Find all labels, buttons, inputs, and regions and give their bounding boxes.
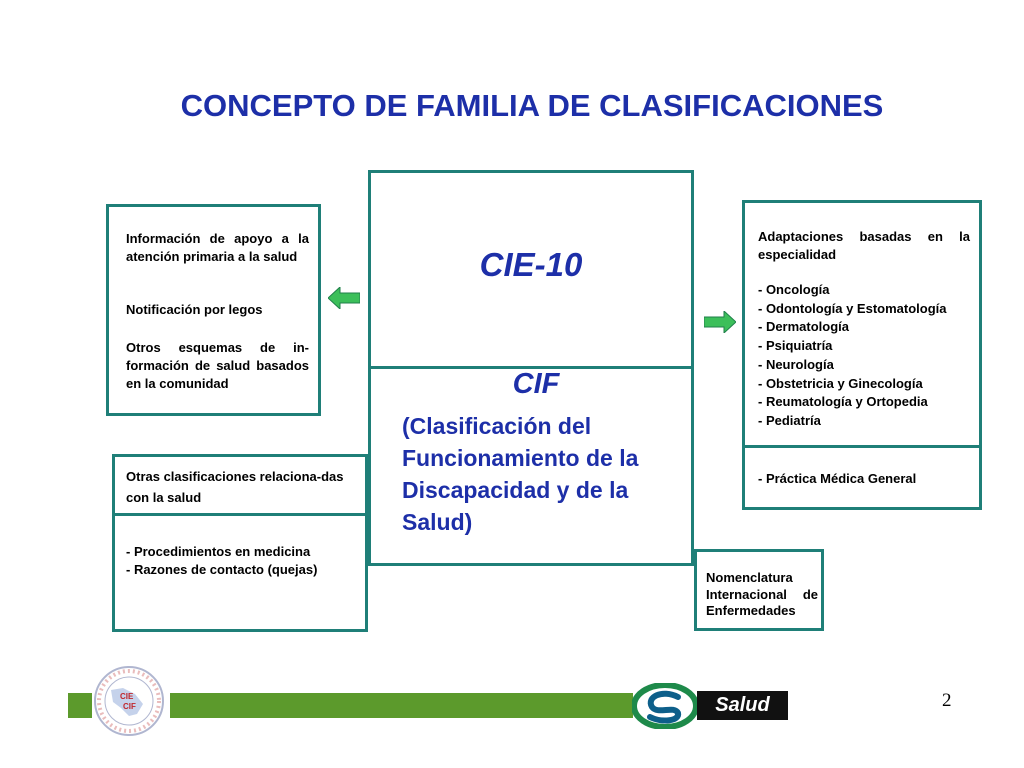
specialty-list-item: - Dermatología bbox=[758, 319, 850, 335]
cif-label: CIF bbox=[512, 368, 560, 400]
box-divider bbox=[115, 513, 365, 516]
salud-brand-box bbox=[697, 691, 788, 720]
related-classifications-item: - Procedimientos en medicina bbox=[126, 544, 311, 559]
specialty-list-item: - Psiquiatría bbox=[758, 338, 833, 354]
related-classifications-box bbox=[112, 454, 368, 632]
primary-care-item: Notificación por legos bbox=[126, 302, 263, 317]
cif-description: (Clasificación del Funcionamiento de la Discapacidad y de la Salud) bbox=[402, 413, 639, 535]
related-classifications-header: Otras clasificaciones relaciona-das con la salud bbox=[126, 469, 344, 505]
arrow-left-icon bbox=[328, 287, 360, 309]
arrow-right-icon bbox=[704, 311, 736, 333]
cemece-seal-logo bbox=[91, 664, 167, 738]
related-classifications-item: - Razones de contacto (quejas) bbox=[126, 562, 318, 577]
specialty-list-item: - Neurología bbox=[758, 356, 834, 372]
specialty-adaptations-header: Adaptaciones basadas en la especialidad bbox=[758, 229, 970, 262]
salud-brand-text: Salud bbox=[715, 694, 770, 716]
primary-care-item: Otros esquemas de in-formación de salud basados en la comunidad bbox=[126, 340, 309, 391]
box-divider bbox=[745, 445, 979, 448]
footer-bar-left bbox=[68, 693, 92, 718]
nomenclature-text: Nomenclatura Internacional de Enfermedades bbox=[706, 570, 818, 618]
page-number: 2 bbox=[942, 690, 952, 711]
salud-swirl-logo bbox=[632, 683, 698, 729]
specialty-adaptations-box bbox=[742, 200, 982, 510]
specialty-list-item: - Reumatología y Ortopedia bbox=[758, 394, 928, 410]
primary-care-box bbox=[106, 204, 321, 416]
specialty-list-item: - Oncología bbox=[758, 282, 830, 297]
specialty-list-item: - Odontología y Estomatología bbox=[758, 300, 947, 316]
specialty-list bbox=[758, 281, 973, 431]
page-title: CONCEPTO DE FAMILIA DE CLASIFICACIONES bbox=[180, 88, 884, 123]
primary-care-item: Información de apoyo a la atención primaria a la salud bbox=[126, 231, 309, 264]
footer-bar-right bbox=[170, 693, 633, 718]
seal-badge-cie: CIE bbox=[120, 692, 134, 701]
specialty-list-item: - Obstetricia y Ginecología bbox=[758, 375, 923, 391]
specialty-list-item: - Pediatría bbox=[758, 412, 821, 428]
cie10-label: CIE-10 bbox=[479, 246, 583, 283]
general-practice-item: - Práctica Médica General bbox=[758, 471, 917, 486]
seal-badge-cif: CIF bbox=[123, 702, 136, 711]
nomenclature-box bbox=[694, 549, 824, 631]
